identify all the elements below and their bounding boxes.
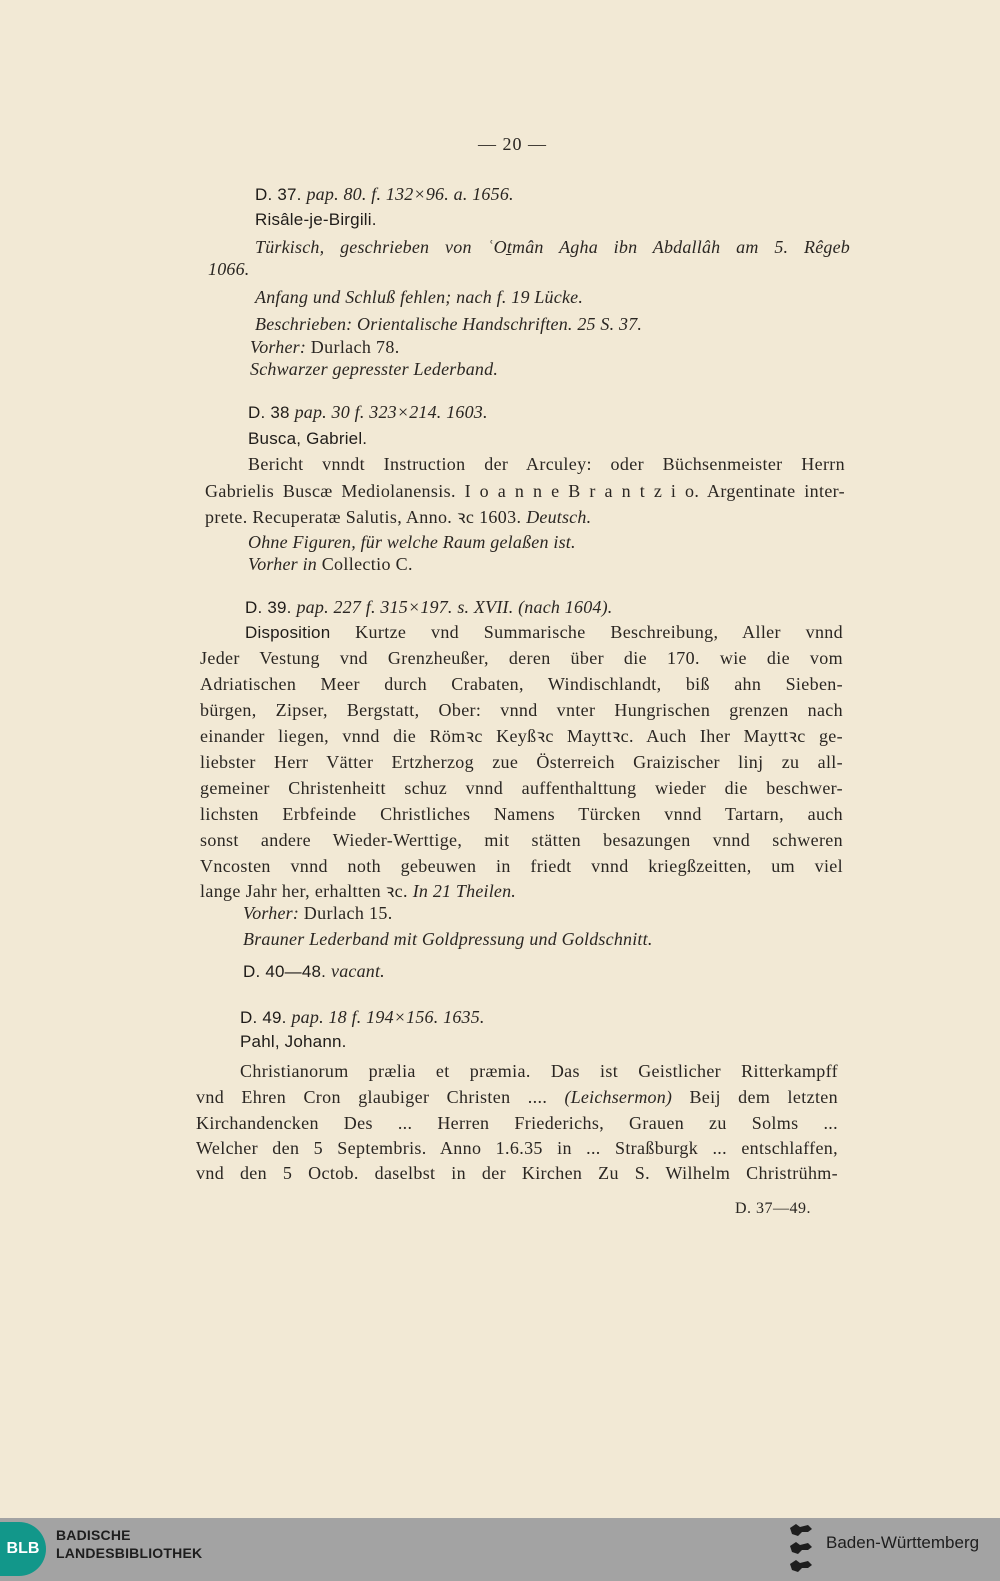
page-number: — 20 —: [478, 134, 547, 154]
library-name-line1: BADISCHE: [56, 1527, 131, 1543]
entry-text-line: [200, 777, 843, 799]
entry-text-line: [200, 855, 843, 877]
entry-label: Risâle-je-Birgili.: [255, 210, 377, 229]
italic-text: Vorher:: [250, 337, 311, 357]
entry-text-line: [240, 1060, 838, 1082]
text: vnd den 5 Octob. daselbst in der Kirchen Zu S. Wilhelm Christrühm-: [196, 1163, 838, 1183]
italic-text: pap. 227 f. 315×197. s. XVII. (nach 1604).: [296, 597, 613, 617]
entry-text-line: [196, 1112, 838, 1134]
text: Kirchandencken Des ... Herren Friederichs, Grauen zu Solms ...: [196, 1113, 838, 1133]
italic-text: Vorher in: [248, 554, 322, 574]
text: Durlach 15.: [303, 903, 393, 923]
text: bürgen, Zipser, Bergstatt, Ober: vnnd vnter Hungrischen grenzen nach: [200, 700, 843, 720]
blb-logo-icon[interactable]: BLB: [0, 1522, 46, 1576]
entry-text-line: [255, 313, 642, 335]
entry-text-line: [255, 286, 583, 308]
entry-text-line: [200, 699, 843, 721]
entry-text-line: [205, 506, 591, 528]
italic-text: Ohne Figuren, für welche Raum gelaßen ist.: [248, 532, 576, 552]
entry-text-line: [250, 336, 400, 358]
entry-text-line: [243, 902, 393, 924]
italic-text: Brauner Lederband mit Goldpressung und Goldschnitt.: [243, 929, 653, 949]
entry-text-line: [200, 647, 843, 669]
italic-text: (Leichsermon): [564, 1087, 673, 1107]
text: Durlach 78.: [310, 337, 400, 357]
italic-text: Vorher:: [243, 903, 304, 923]
text: Jeder Vestung vnd Grenzheußer, deren über die 170. wie die vom: [200, 648, 843, 668]
entry-heading: [240, 1006, 485, 1029]
page-range-reference: D. 37—49.: [735, 1200, 812, 1217]
entry-text-line: [200, 803, 843, 825]
text: Adriatischen Meer durch Crabaten, Windischlandt, biß ahn Sieben-: [200, 674, 843, 694]
italic-text: Beschrieben: Orientalische Handschriften. 25 S. 37.: [255, 314, 643, 334]
state-logo-text[interactable]: Baden-Württemberg: [826, 1533, 980, 1552]
text: vnd Ehren Cron glaubiger Christen ....: [196, 1087, 565, 1107]
italic-text: 1066.: [208, 259, 250, 279]
entry-heading: [255, 183, 514, 206]
text: lichsten Erbfeinde Christliches Namens Türcken vnnd Tartarn, auch: [200, 804, 843, 824]
entry-label: D. 39.: [245, 598, 297, 617]
text: Gabrielis Buscæ Mediolanensis. I o a n n e B r a n t z i o. Argentinate inter-: [205, 481, 845, 501]
entry-text-line: [196, 1086, 838, 1108]
entry-heading: [243, 960, 385, 983]
italic-text: Deutsch.: [526, 507, 592, 527]
text: gemeiner Christenheitt schuz vnnd auffenthalttung wieder die beschwer-: [200, 778, 843, 798]
library-name-line2: LANDESBIBLIOTHEK: [56, 1545, 203, 1561]
entry-text-line: [240, 1030, 347, 1053]
entry-text-line: [248, 427, 367, 450]
text: Kurtze vnd Summarische Beschreibung, Aller vnnd: [355, 622, 843, 642]
text: einander liegen, vnnd die Römꝛc Keyßꝛc Mayttꝛc. Auch Iher Mayttꝛc ge-: [200, 726, 843, 746]
entry-text-line: [255, 208, 377, 231]
entry-text-line: [243, 928, 653, 950]
entry-text-line: [255, 236, 850, 258]
entry-text-line: [196, 1162, 838, 1184]
entry-text-line: [200, 751, 843, 773]
footer-bar: [0, 1518, 1000, 1581]
text: Vncosten vnnd noth gebeuwen in friedt vnnd kriegßzeitten, um viel: [200, 856, 843, 876]
entry-label: D. 40—48.: [243, 962, 331, 981]
text: Welcher den 5 Septembris. Anno 1.6.35 in ... Straßburgk ... entschlaffen,: [196, 1138, 838, 1158]
entry-text-line: [248, 531, 576, 553]
italic-text: pap. 30 f. 323×214. 1603.: [294, 402, 488, 422]
entry-label: D. 38: [248, 403, 295, 422]
entry-text-line: [208, 258, 250, 280]
italic-text: Anfang und Schluß fehlen; nach f. 19 Lücke.: [255, 287, 584, 307]
entry-label: D. 49.: [240, 1008, 292, 1027]
entry-text-line: [196, 1137, 838, 1159]
text: Beij dem letzten: [672, 1087, 838, 1107]
italic-text: pap. 80. f. 132×96. a. 1656.: [306, 184, 514, 204]
entry-text-line: [248, 453, 845, 475]
text: lange Jahr her, erhaltten ꝛc.: [200, 881, 413, 901]
text: prete. Recuperatæ Salutis, Anno. ꝛc 1603.: [205, 507, 527, 527]
entry-label: Disposition: [245, 623, 356, 642]
text: Christianorum prælia et præmia. Das ist Geistlicher Ritterkampff: [240, 1061, 838, 1081]
entry-text-line: [200, 880, 516, 902]
italic-text: Schwarzer gepresster Lederband.: [250, 359, 499, 379]
text: sonst andere Wieder-Werttige, mit stätten besazungen vnnd schweren: [200, 830, 843, 850]
entry-text-line: [205, 480, 845, 502]
text: Collectio C.: [321, 554, 413, 574]
italic-text: pap. 18 f. 194×156. 1635.: [291, 1007, 485, 1027]
text: liebster Herr Vätter Ertzherzog zue Österreich Graizischer linj zu all-: [200, 752, 843, 772]
entry-label: Pahl, Johann.: [240, 1032, 347, 1051]
text: Bericht vnndt Instruction der Arculey: oder Büchsenmeister Herrn: [248, 454, 845, 474]
entry-text-line: [200, 725, 843, 747]
italic-text: In 21 Theilen.: [412, 881, 517, 901]
entry-label: D. 37.: [255, 185, 307, 204]
entry-text-line: [250, 358, 498, 380]
italic-text: vacant.: [331, 961, 385, 981]
entry-heading: [248, 401, 488, 424]
italic-text: Türkisch, geschrieben von ʿOṯmân Agha ibn Abdallâh am 5. Rêgeb: [255, 237, 850, 257]
entry-heading: [245, 596, 613, 619]
entry-text-line: [245, 621, 843, 644]
lions-coat-of-arms-icon: [788, 1522, 814, 1576]
entry-text-line: [248, 553, 413, 575]
entry-label: Busca, Gabriel.: [248, 429, 368, 448]
entry-text-line: [200, 829, 843, 851]
entry-text-line: [200, 673, 843, 695]
